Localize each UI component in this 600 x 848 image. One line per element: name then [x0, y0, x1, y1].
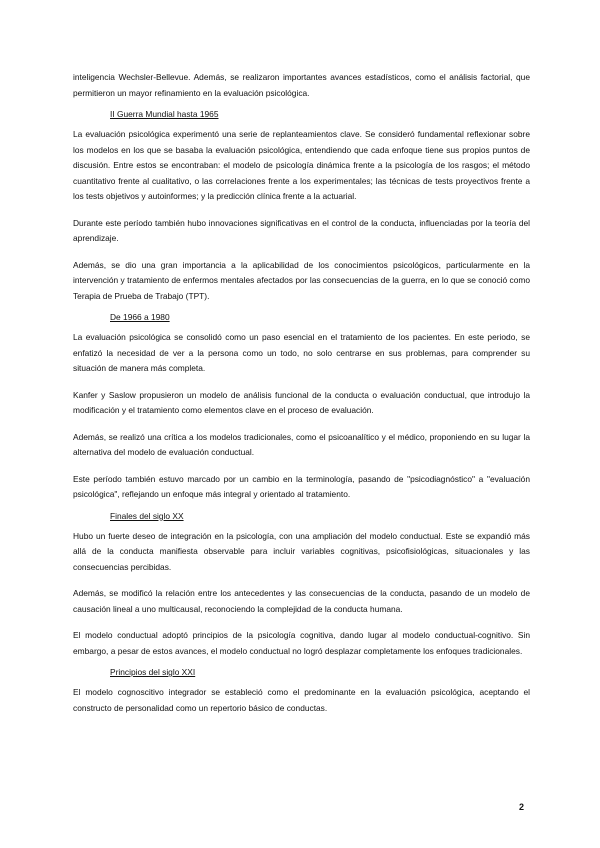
paragraph-conductual-cognitivo: El modelo conductual adoptó principios de la psicología cognitiva, dando lugar al modelo conductual-cognitivo. Sin embargo, a pesar de estos avances, el modelo conductual no logró desplazar completamente los enfoques tradicionales. — [73, 630, 530, 656]
document-page — [73, 70, 530, 716]
page-number: 2 — [518, 802, 524, 812]
paragraph-consolidacion: La evaluación psicológica se consolidó como un paso esencial en el tratamiento de los pacientes. En este periodo, se enfatizó la necesidad de ver a la persona como un todo, no solo centrarse en sus problemas, para comprender su situación de manera más completa. — [73, 332, 530, 373]
paragraph-aplicabilidad: Además, se dio una gran importancia a la aplicabilidad de los conocimientos psicológicos, particularmente en la intervención y tratamiento de enfermos mentales afectados por las consecuencias de la guerra, en lo que se conoció como Terapia de Prueba de Trabajo (TPT). — [73, 259, 530, 301]
paragraph-causacion: Además, se modificó la relación entre los antecedentes y las consecuencias de la conducta, pasando de un modelo de causación lineal a uno multicausal, reconociendo la complejidad de la conducta humana. — [73, 588, 530, 614]
section-heading-1966-1980: De 1966 a 1980 — [110, 312, 170, 322]
paragraph-control-conducta: Durante este período también hubo innovaciones significativas en el control de la conducta, influenciadas por la teoría del aprendizaje. — [73, 217, 530, 243]
paragraph-replanteamientos: La evaluación psicológica experimentó una serie de replanteamientos clave. Se consideró fundamental reflexionar sobre los modelos en los que se basaba la evaluación psicológica, entendiendo que cada enfoque tiene sus propios puntos de discusión. Entre estos se encontraban: el modelo de psicología dinámica frente a la psicología de los rasgos; el método cuantitativo frente al cualitativo, o las correlaciones frente a los experimentales; las técnicas de tests proyectivos frente a los tests objetivos y autoinformes; y la predicción clínica frente a la actuarial. — [73, 129, 530, 201]
paragraph-kanfer-saslow: Kanfer y Saslow propusieron un modelo de análisis funcional de la conducta o evaluación conductual, que introdujo la modificación y el tratamiento como elementos clave en el proceso de evaluación. — [73, 389, 530, 415]
section-heading-ii-guerra-mundial: II Guerra Mundial hasta 1965 — [110, 109, 219, 119]
section-heading-finales-siglo-xx: Finales del siglo XX — [110, 510, 184, 521]
section-heading-principios-siglo-xxi: Principios del siglo XXI — [110, 667, 196, 677]
paragraph-integracion: Hubo un fuerte deseo de integración en la psicología, con una ampliación del modelo conductual. Este se expandió más allá de la conducta manifiesta observable para incluir variables cognitivas, psicofisiológicas, situacionales y las consecuencias percibidas. — [73, 530, 530, 572]
paragraph-critica-modelos: Además, se realizó una crítica a los modelos tradicionales, como el psicoanalítico y el médico, proponiendo en su lugar la alternativa del modelo de evaluación conductual. — [73, 431, 530, 457]
paragraph-intro-continuation: inteligencia Wechsler-Bellevue. Además, se realizaron importantes avances estadísticos, como el análisis factorial, que permitieron un mayor refinamiento en la evaluación psicológica. — [73, 72, 530, 98]
paragraph-terminologia: Este período también estuvo marcado por un cambio en la terminología, pasando de "psicodiagnóstico" a "evaluación psicológica", reflejando un enfoque más integral y orientado al tratamiento. — [73, 473, 530, 499]
paragraph-cognoscitivo-integrador: El modelo cognoscitivo integrador se estableció como el predominante en la evaluación psicológica, aceptando el constructo de personalidad como un repertorio básico de conductas. — [73, 687, 530, 713]
